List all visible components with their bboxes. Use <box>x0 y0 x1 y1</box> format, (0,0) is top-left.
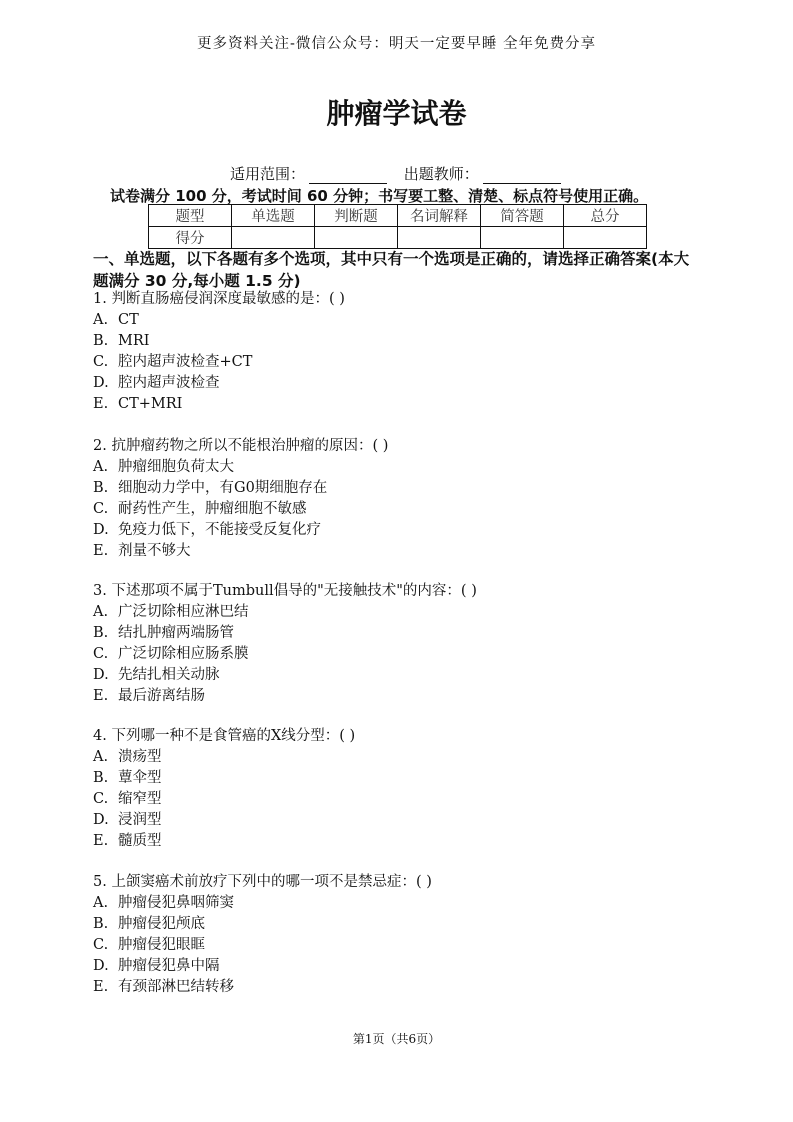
score-table <box>148 204 647 249</box>
answer-option[interactable] <box>93 768 355 789</box>
option-letter: D. <box>93 812 109 828</box>
option-text: CT <box>118 312 139 328</box>
option-text: 腔内超声波检查+CT <box>118 354 253 370</box>
question-stem: 2. 抗肿瘤药物之所以不能根治肿瘤的原因：( ) <box>93 438 389 454</box>
question-stem: 4. 下列哪一种不是食管癌的X线分型：( ) <box>93 728 356 744</box>
option-letter: E. <box>93 396 109 412</box>
answer-option[interactable] <box>93 457 388 478</box>
option-text: 髓质型 <box>118 833 162 849</box>
option-text: 肿瘤侵犯颅底 <box>118 916 205 932</box>
option-letter: B. <box>93 770 109 786</box>
scope-label: 适用范围： <box>230 165 306 183</box>
option-text: 剂量不够大 <box>118 543 191 559</box>
score-header-cell: 简答题 <box>481 205 564 227</box>
option-letter: D. <box>93 375 109 391</box>
question-stem: 3. 下述那项不属于Tumbull倡导的"无接触技术"的内容：( ) <box>93 583 477 599</box>
score-input-cell[interactable] <box>398 227 481 249</box>
option-letter: D. <box>93 522 109 538</box>
score-table-header <box>149 205 647 227</box>
option-text: 广泛切除相应肠系膜 <box>118 646 249 662</box>
option-text: 肿瘤侵犯鼻咽筛窦 <box>118 895 234 911</box>
option-text: 结扎肿瘤两端肠管 <box>118 625 234 641</box>
answer-option[interactable] <box>93 373 345 394</box>
score-table-row <box>149 227 647 249</box>
answer-option[interactable] <box>93 499 388 520</box>
option-letter: A. <box>93 749 109 765</box>
teacher-label: 出题教师： <box>403 165 479 183</box>
answer-option[interactable] <box>93 520 388 541</box>
option-text: 蕈伞型 <box>118 770 162 786</box>
option-text: 肿瘤细胞负荷太大 <box>118 459 234 475</box>
option-letter: B. <box>93 480 109 496</box>
option-text: 最后游离结肠 <box>118 688 205 704</box>
answer-option[interactable] <box>93 893 432 914</box>
option-letter: B. <box>93 916 109 932</box>
teacher-blank <box>483 169 561 184</box>
question <box>93 872 432 998</box>
answer-option[interactable] <box>93 977 432 998</box>
score-input-cell[interactable] <box>315 227 398 249</box>
question <box>93 436 388 562</box>
option-text: 浸润型 <box>118 812 162 828</box>
score-row-label: 得分 <box>149 227 232 249</box>
option-letter: C. <box>93 791 109 807</box>
answer-option[interactable] <box>93 789 355 810</box>
score-header-cell: 判断题 <box>315 205 398 227</box>
question <box>93 581 477 707</box>
option-text: 耐药性产生，肿瘤细胞不敏感 <box>118 501 307 517</box>
option-text: 肿瘤侵犯眼眶 <box>118 937 205 953</box>
option-letter: E. <box>93 833 109 849</box>
page-title: 肿瘤学试卷 <box>326 97 467 130</box>
option-text: 有颈部淋巴结转移 <box>118 979 234 995</box>
option-text: 细胞动力学中，有G0期细胞存在 <box>118 480 328 496</box>
question <box>93 726 355 852</box>
answer-option[interactable] <box>93 686 477 707</box>
option-letter: C. <box>93 501 109 517</box>
answer-option[interactable] <box>93 331 345 352</box>
option-letter: D. <box>93 958 109 974</box>
score-input-cell[interactable] <box>232 227 315 249</box>
score-header-cell: 题型 <box>149 205 232 227</box>
option-letter: A. <box>93 895 109 911</box>
answer-option[interactable] <box>93 747 355 768</box>
answer-option[interactable] <box>93 478 388 499</box>
option-text: CT+MRI <box>118 396 183 412</box>
answer-option[interactable] <box>93 394 345 415</box>
option-letter: E. <box>93 688 109 704</box>
answer-option[interactable] <box>93 956 432 977</box>
score-header-cell: 总分 <box>564 205 647 227</box>
page-header: 更多资料关注-微信公众号：明天一定要早睡 全年免费分享 <box>196 36 596 52</box>
question-stem: 5. 上颌窦癌术前放疗下列中的哪一项不是禁忌症：( ) <box>93 874 432 890</box>
answer-option[interactable] <box>93 831 355 852</box>
option-text: 免疫力低下，不能接受反复化疗 <box>118 522 321 538</box>
answer-option[interactable] <box>93 541 388 562</box>
option-letter: E. <box>93 543 109 559</box>
answer-option[interactable] <box>93 602 477 623</box>
option-letter: A. <box>93 459 109 475</box>
answer-option[interactable] <box>93 310 345 331</box>
question <box>93 289 345 415</box>
option-letter: A. <box>93 604 109 620</box>
option-letter: C. <box>93 646 109 662</box>
answer-option[interactable] <box>93 914 432 935</box>
section-heading: 一、单选题，以下各题有多个选项，其中只有一个选项是正确的，请选择正确答案(本大题满分 30 分,每小题 1.5 分) <box>93 250 690 290</box>
score-header-cell: 名词解释 <box>398 205 481 227</box>
option-text: 腔内超声波检查 <box>118 375 220 391</box>
option-letter: C. <box>93 354 109 370</box>
exam-notice: 试卷满分 100 分，考试时间 60 分钟；书写要工整、清楚、标点符号使用正确。 <box>110 187 649 205</box>
score-input-cell[interactable] <box>481 227 564 249</box>
option-letter: D. <box>93 667 109 683</box>
option-letter: A. <box>93 312 109 328</box>
answer-option[interactable] <box>93 623 477 644</box>
page-footer: 第1页（共6页） <box>352 1032 441 1046</box>
option-text: 先结扎相关动脉 <box>118 667 220 683</box>
option-letter: B. <box>93 625 109 641</box>
answer-option[interactable] <box>93 935 432 956</box>
option-text: 溃疡型 <box>118 749 162 765</box>
option-text: 肿瘤侵犯鼻中隔 <box>118 958 220 974</box>
score-input-cell[interactable] <box>564 227 647 249</box>
exam-meta <box>230 163 573 184</box>
option-text: 缩窄型 <box>118 791 162 807</box>
score-header-cell: 单选题 <box>232 205 315 227</box>
answer-option[interactable] <box>93 352 345 373</box>
option-text: MRI <box>118 333 150 349</box>
option-letter: B. <box>93 333 109 349</box>
option-letter: C. <box>93 937 109 953</box>
option-text: 广泛切除相应淋巴结 <box>118 604 249 620</box>
scope-blank <box>309 169 387 184</box>
answer-option[interactable] <box>93 810 355 831</box>
answer-option[interactable] <box>93 665 477 686</box>
question-stem: 1. 判断直肠癌侵润深度最敏感的是：( ) <box>93 291 345 307</box>
option-letter: E. <box>93 979 109 995</box>
answer-option[interactable] <box>93 644 477 665</box>
